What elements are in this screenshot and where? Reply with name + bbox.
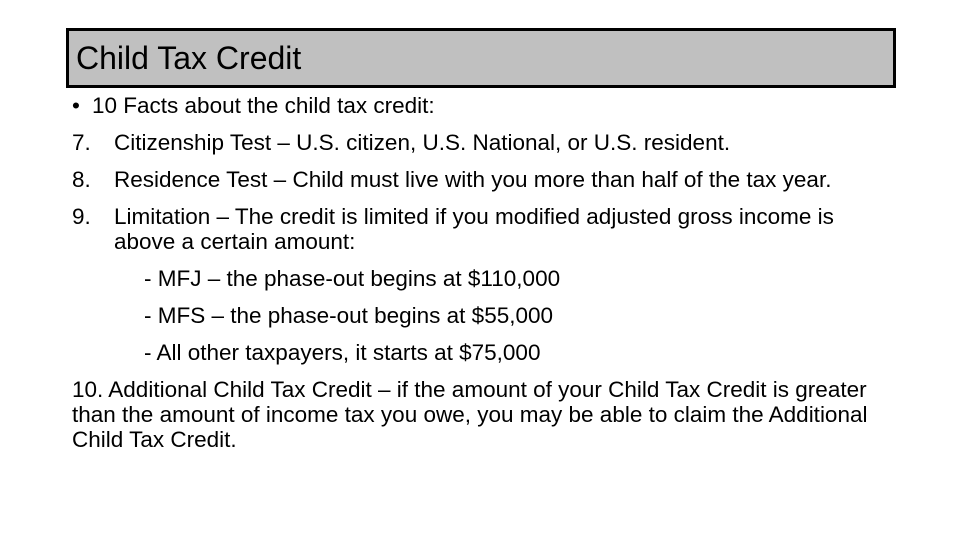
slide-body xyxy=(72,93,892,452)
list-item-7 xyxy=(72,130,892,155)
sub-item-other: - All other taxpayers, it starts at $75,000 xyxy=(144,340,541,365)
list-item-8 xyxy=(72,167,892,192)
title-box xyxy=(66,28,896,88)
list-item-number: 7. xyxy=(72,130,91,155)
list-item-text: Citizenship Test – U.S. citizen, U.S. National, or U.S. resident. xyxy=(114,130,731,155)
list-item-number: 8. xyxy=(72,167,91,192)
list-item-number: 9. xyxy=(72,204,91,229)
list-item-text: Limitation – The credit is limited if you modified adjusted gross income is above a certain amount: xyxy=(114,204,834,254)
list-item-10: 10. Additional Child Tax Credit – if the amount of your Child Tax Credit is greater than the amount of income tax you owe, you may be able to claim the Additional Child Tax Credit. xyxy=(72,377,868,452)
sub-item-mfs: - MFS – the phase-out begins at $55,000 xyxy=(144,303,554,328)
page-title: Child Tax Credit xyxy=(76,40,302,76)
list-item-text: Residence Test – Child must live with you more than half of the tax year. xyxy=(114,167,832,192)
bullet-intro xyxy=(72,93,892,118)
bullet-mark: • xyxy=(72,93,80,118)
list-item-9 xyxy=(72,204,892,254)
sub-item-mfj: - MFJ – the phase-out begins at $110,000 xyxy=(144,266,561,291)
bullet-text: 10 Facts about the child tax credit: xyxy=(92,93,435,118)
